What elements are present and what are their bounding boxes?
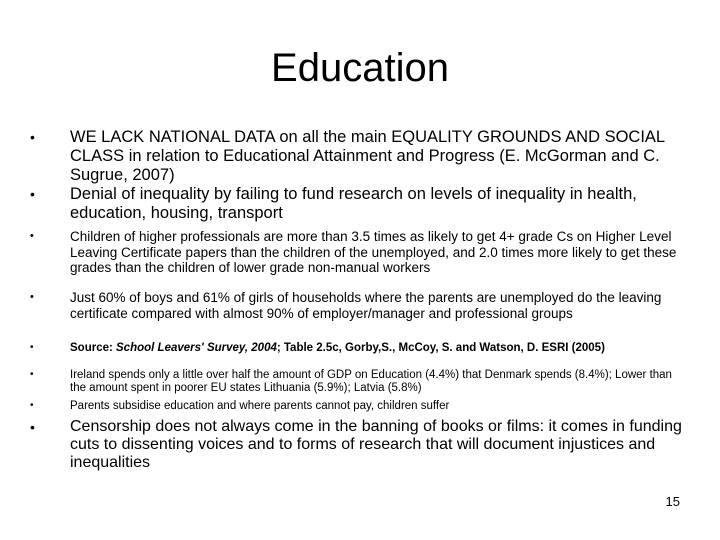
- bullet-text: Denial of inequality by failing to fund research on levels of inequality in health, education, housing, transport: [70, 185, 637, 222]
- bullet-text: Censorship does not always come in the banning of books or films: it comes in funding cuts to dissenting voices and to forms of research that will document injustices and inequalities: [70, 418, 682, 471]
- bullet-text: Ireland spends only a little over half the amount of GDP on Education (4.4%) that Denmark spends (8.4%); Lower than the amount spent in poorer EU states Lithuania (5.9%); Latvia (5.8%): [70, 369, 672, 394]
- bullet-marker: •: [30, 186, 35, 202]
- bullet-marker: •: [30, 129, 35, 145]
- slide-title: Education: [271, 46, 449, 90]
- bullet-marker: •: [30, 291, 34, 303]
- bullet-text: Parents subsidise education and where parents cannot pay, children suffer: [70, 400, 450, 412]
- bullet-text: WE LACK NATIONAL DATA on all the main EQUALITY GROUNDS AND SOCIAL CLASS in relation to Educational Attainment and Progress (E. McGorman and C. Sugrue, 2007): [70, 128, 665, 184]
- page-number: 15: [665, 494, 680, 509]
- source-citation: [70, 342, 690, 355]
- bullet-marker: •: [30, 419, 35, 435]
- source-label: Source:: [70, 342, 117, 354]
- bullet-marker: •: [30, 400, 34, 411]
- bullet-text: Children of higher professionals are more than 3.5 times as likely to get 4+ grade Cs on Higher Level Leaving Certificate papers than the children of the unemployed, and 2.0 times more likely to get these grades than the children of lower grade non-manual workers: [70, 229, 677, 275]
- bullet-marker: •: [30, 369, 34, 380]
- source-rest: ; Table 2.5c, Gorby,S., McCoy, S. and Watson, D. ESRI (2005): [276, 342, 605, 354]
- bullet-text: Just 60% of boys and 61% of girls of households where the parents are unemployed do the leaving certificate compared with almost 90% of employer/manager and professional groups: [70, 290, 662, 321]
- source-title: School Leavers' Survey, 2004: [116, 342, 277, 354]
- bullet-marker: •: [30, 230, 34, 242]
- bullet-marker: •: [30, 342, 34, 353]
